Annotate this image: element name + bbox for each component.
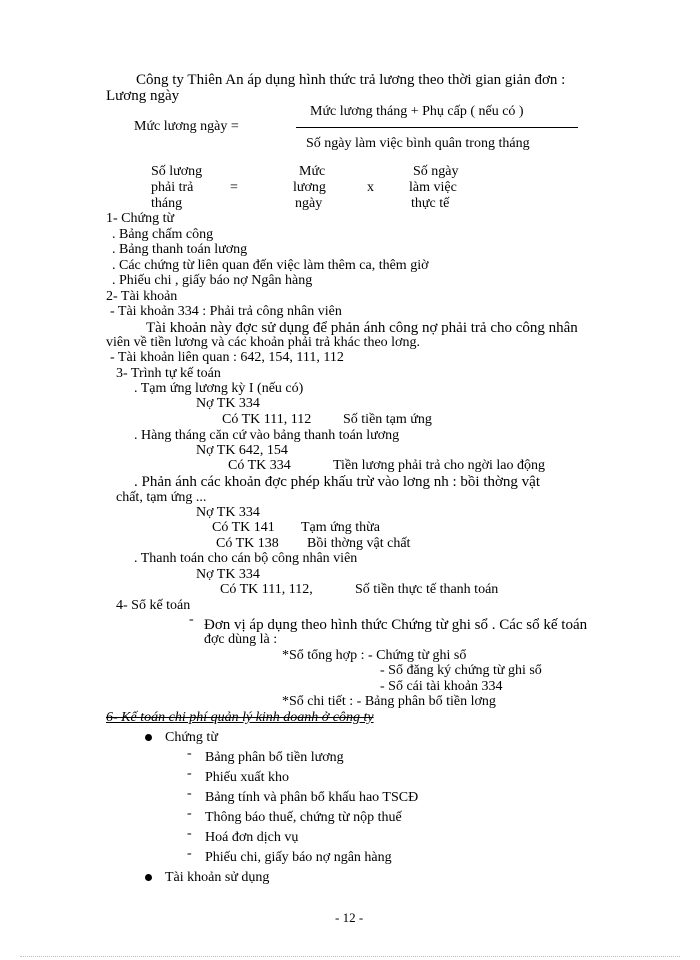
list-item: . Phiếu chi , giấy báo nợ Ngân hàng	[112, 273, 313, 288]
entry-desc: Bồi thờng vật chất	[307, 536, 411, 551]
entry-credit: Có TK 334	[228, 458, 291, 473]
formula2-right-2: làm việc	[409, 180, 457, 195]
list-item: . Bảng thanh toán lương	[112, 242, 248, 257]
formula2-left-3: tháng	[151, 196, 183, 211]
formula1-label: Mức lương ngày =	[134, 119, 239, 134]
bullet-icon	[145, 874, 152, 881]
paragraph-line: Đơn vị áp dụng theo hình thức Chứng từ ghi sổ . Các sổ kế toán	[204, 617, 588, 633]
ledger-item: - Sổ đăng ký chứng từ ghi sổ	[380, 663, 542, 678]
section6-bullet-chung-tu: Chứng từ	[165, 730, 218, 745]
heading-so-ke-toan: 4- Sổ kế toán	[116, 598, 191, 613]
entry-debit: Nợ TK 642, 154	[196, 443, 288, 458]
bullet-icon	[145, 734, 152, 741]
list-item: . Các chứng từ liên quan đến việc làm thêm ca, thêm giờ	[112, 258, 429, 273]
formula1-denominator: Số ngày làm việc bình quân trong tháng	[306, 136, 530, 151]
page-number: - 12 -	[335, 910, 364, 925]
section6-bullet-tai-khoan: Tài khoản sử dụng	[165, 870, 270, 885]
dash-marker: -	[187, 786, 192, 801]
page-edge-divider	[20, 956, 680, 957]
paragraph-line: đợc dùng là :	[204, 632, 278, 647]
entry-debit: Nợ TK 334	[196, 396, 260, 411]
formula2-times: x	[367, 180, 374, 195]
paragraph-line: . Phản ánh các khoản đợc phép khấu trừ vào lơng nh : bồi thờng vật	[134, 474, 541, 490]
list-item: - Tài khoản liên quan : 642, 154, 111, 112	[110, 350, 344, 365]
formula2-left-1: Số lương	[151, 164, 203, 179]
entry-credit: Có TK 141	[212, 520, 275, 535]
dash-marker: -	[187, 746, 192, 761]
entry-desc: Số tiền tạm ứng	[343, 412, 432, 427]
formula2-mid-2: lương	[293, 180, 326, 195]
heading-chung-tu: 1- Chứng từ	[106, 211, 175, 226]
fraction-bar	[296, 127, 578, 128]
section6-title: 6- Kế toán chi phí quản lý kinh doanh ở công ty	[106, 710, 374, 725]
list-item: - Tài khoản 334 : Phải trả công nhân viên	[110, 304, 342, 319]
list-item: . Hàng tháng căn cứ vào bảng thanh toán lương	[134, 428, 400, 443]
list-item: Phiếu chi, giấy báo nợ ngân hàng	[205, 850, 392, 865]
formula2-mid-3: ngày	[295, 196, 323, 211]
list-item: Bảng phân bổ tiền lương	[205, 750, 344, 765]
formula2-mid-1: Mức	[299, 164, 326, 179]
formula2-right-3: thực tế	[411, 196, 450, 211]
list-item: Hoá đơn dịch vụ	[205, 830, 299, 845]
formula1-numerator: Mức lương tháng + Phụ cấp ( nếu có )	[310, 104, 524, 119]
entry-credit: Có TK 111, 112,	[220, 582, 313, 597]
entry-desc: Tiền lương phải trả cho ngời lao động	[333, 458, 546, 473]
dash-marker: -	[187, 826, 192, 841]
formula2-equals: =	[230, 180, 238, 195]
entry-credit: Có TK 138	[216, 536, 279, 551]
list-item: Bảng tính và phân bổ khấu hao TSCĐ	[205, 790, 419, 805]
entry-credit: Có TK 111, 112	[222, 412, 312, 427]
formula2-left-2: phải trả	[151, 180, 194, 195]
dash-marker: -	[187, 806, 192, 821]
formula2-right-1: Số ngày	[413, 164, 459, 179]
dash-marker: -	[187, 766, 192, 781]
ledger-item: - Sổ cái tài khoản 334	[380, 679, 503, 694]
intro-line-1: Công ty Thiên An áp dụng hình thức trả lương theo thời gian giản đơn :	[136, 72, 566, 88]
paragraph-line: viên về tiền lương và các khoản phải trả khác theo lơng.	[106, 335, 420, 350]
heading-trinh-tu: 3- Trình tự kế toán	[116, 366, 221, 381]
ledger-summary: *Sổ tổng hợp : - Chứng từ ghi sổ	[282, 648, 467, 663]
list-item: Phiếu xuất kho	[205, 770, 289, 785]
ledger-detail: *Sổ chi tiết : - Bảng phân bổ tiền lơng	[282, 694, 496, 709]
intro-line-2: Lương ngày	[106, 88, 180, 104]
dash-marker: -	[187, 846, 192, 861]
entry-desc: Số tiền thực tế thanh toán	[355, 582, 499, 597]
paragraph-line: Tài khoản này đợc sử dụng để phản ánh công nợ phải trả cho công nhân	[146, 320, 578, 336]
heading-tai-khoan: 2- Tài khoản	[106, 289, 178, 304]
entry-debit: Nợ TK 334	[196, 567, 260, 582]
dash-marker: -	[189, 612, 194, 627]
list-item: Thông báo thuế, chứng từ nộp thuế	[205, 810, 402, 825]
list-item: . Thanh toán cho cán bộ công nhân viên	[134, 551, 358, 566]
entry-desc: Tạm ứng thừa	[301, 520, 380, 535]
entry-debit: Nợ TK 334	[196, 505, 260, 520]
list-item: . Tạm ứng lương kỳ I (nếu có)	[134, 381, 304, 396]
paragraph-line: chất, tạm ứng ...	[116, 490, 207, 505]
list-item: . Bảng chấm công	[112, 227, 214, 242]
